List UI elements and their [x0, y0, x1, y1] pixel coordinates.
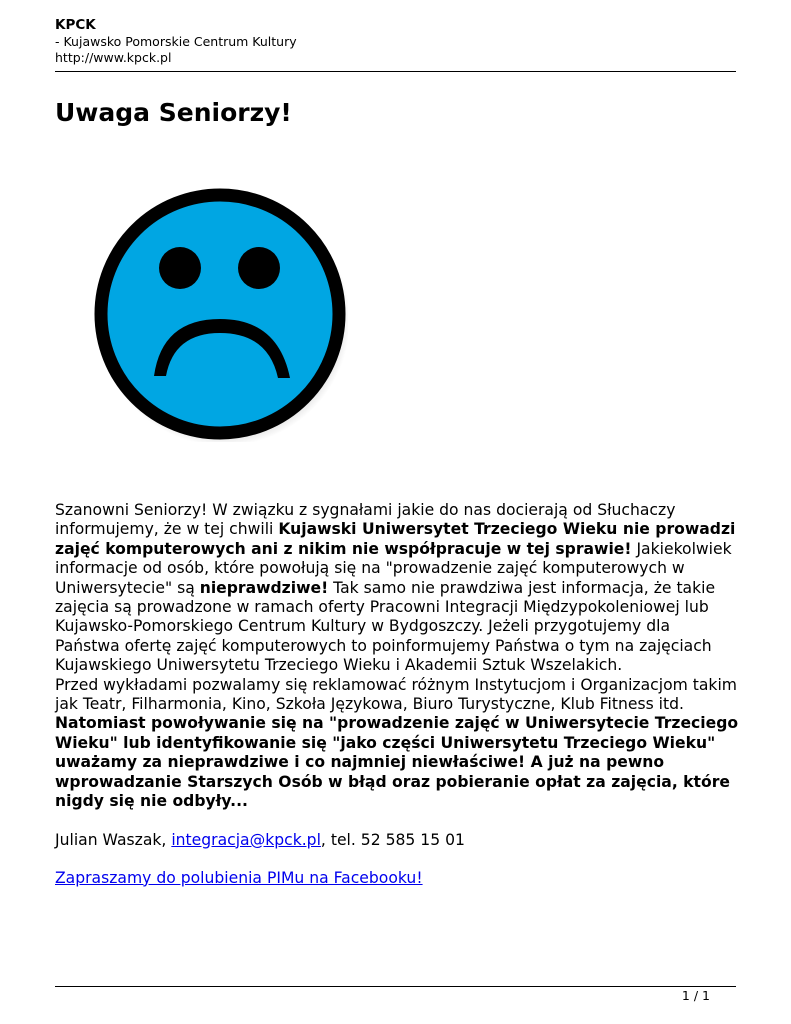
article-body: [55, 501, 739, 888]
bold-warning: Natomiast powoływanie się na "prowadzenie zajęć w Uniwersytecie Trzeciego Wieku" lub identyfikowanie się "jako części Uniwersytetu Trzeciego Wieku" uważamy za nieprawdziwe i co najmniej niewłaściwe! A już na pewno wprowadzanie Starszych Osób w błąd oraz pobieranie opłat za zajęcia, które nigdy się nie odbyły...: [55, 714, 739, 811]
right-eye: [238, 247, 280, 289]
paragraph-1: [55, 501, 739, 676]
bold-word: nieprawdziwe!: [199, 578, 329, 597]
text-span: Jakiekolwiek informacje od osób, które powołują się na "prowadzenie zajęć komputerowych w Uniwersytecie" są: [55, 539, 732, 597]
bold-statement: Kujawski Uniwersytet Trzeciego Wieku nie prowadzi zajęć komputerowych ani z nikim nie współpracuje w tej sprawie!: [55, 520, 736, 558]
left-eye: [159, 247, 201, 289]
header-divider: [55, 71, 736, 72]
page-title: Uwaga Seniorzy!: [55, 98, 292, 127]
face-circle: [101, 195, 339, 433]
email-link[interactable]: integracja@kpck.pl: [171, 830, 321, 849]
footer-divider: [55, 986, 736, 987]
paragraph-2: [55, 676, 739, 812]
site-name: KPCK: [55, 17, 96, 33]
page-number: 1 / 1: [681, 988, 710, 1003]
site-url: http://www.kpck.pl: [55, 50, 172, 65]
contact-name: Julian Waszak,: [55, 830, 172, 849]
text-span: Szanowni Seniorzy! W związku z sygnałami jakie do nas docierają od Słuchaczy informujemy, że w tej chwili: [55, 501, 676, 539]
text-span: Przed wykładami pozwalamy się reklamować różnym Instytucjom i Organizacjom takim jak Teatr, Filharmonia, Kino, Szkoła Językowa, Biuro Turystyczne, Klub Fitness itd.: [55, 675, 737, 714]
contact-line: [55, 831, 739, 850]
facebook-link[interactable]: Zapraszamy do polubienia PIMu na Facebooku!: [55, 868, 423, 887]
site-subtitle: - Kujawsko Pomorskie Centrum Kultury: [55, 33, 297, 49]
facebook-line: [55, 869, 739, 888]
text-span: Tak samo nie prawdziwa jest informacja, że takie zajęcia są prowadzone w ramach oferty Pracowni Integracji Międzypokoleniowej lub Kujawsko-Pomorskiego Centrum Kultury w Bydgoszczy. Jeżeli przygotujemy dla Państwa ofertę zajęć komputerowych to poinformujemy Państwa o tym na zajęciach Kujawskiego Uniwersytetu Trzeciego Wieku i Akademii Sztuk Wszelakich.: [55, 578, 716, 675]
contact-phone: , tel. 52 585 15 01: [320, 830, 465, 849]
sad-face-icon: [92, 186, 348, 442]
document-header: [55, 17, 736, 67]
